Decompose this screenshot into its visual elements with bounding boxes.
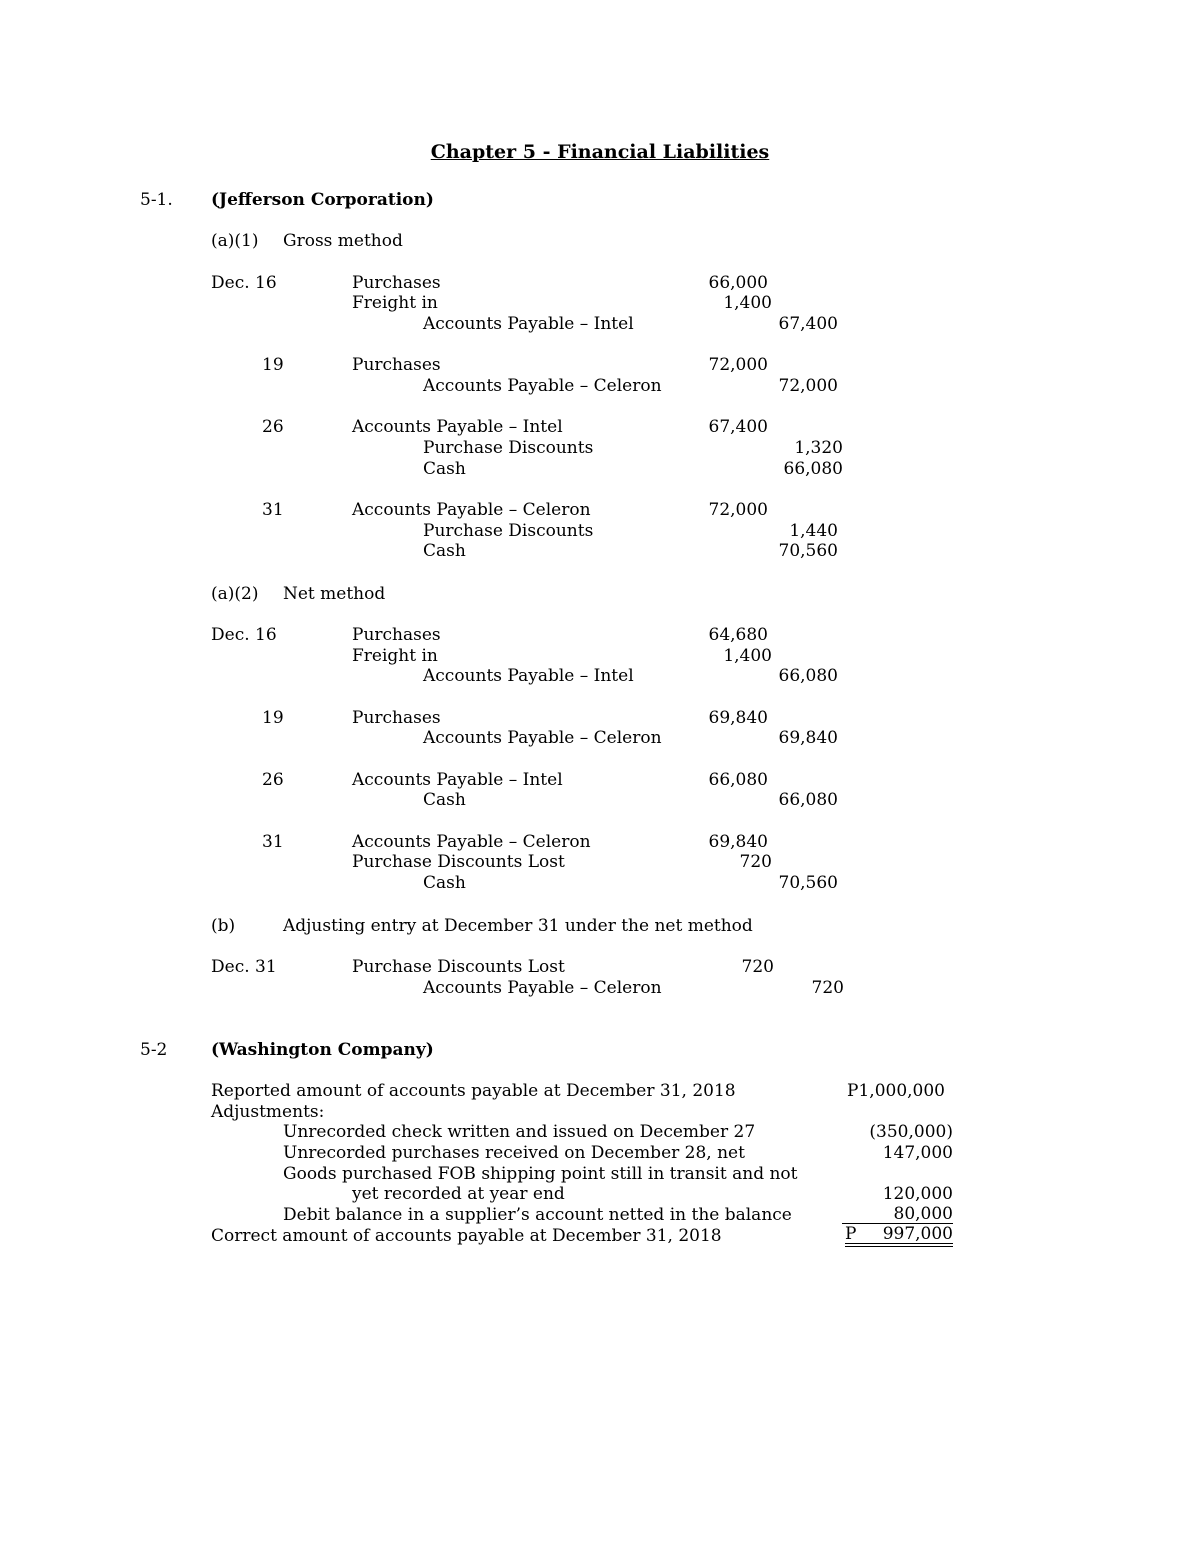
company-name: (Washington Company) [211,1040,434,1060]
entry-account: Freight in [352,646,438,666]
entry-account: Purchases [352,625,441,645]
entry-credit: 1,320 [794,438,843,458]
problem-number: 5-2 [140,1040,168,1060]
entry-account: Accounts Payable – Celeron [352,832,591,852]
entry-account: Purchases [352,708,441,728]
correct-label: Correct amount of accounts payable at December 31, 2018 [211,1226,722,1246]
entry-debit: 64,680 [708,625,768,645]
entry-account: Accounts Payable – Intel [352,770,563,790]
entry-account: Accounts Payable – Celeron [423,376,662,396]
entry-debit: 69,840 [708,708,768,728]
entry-account: Purchase Discounts [423,521,594,541]
entry-account: Purchase Discounts Lost [352,957,565,977]
entry-date: Dec. 31 [211,957,277,977]
entry-credit: 66,080 [783,459,843,479]
entry-debit: 72,000 [708,500,768,520]
part-label: (b) [211,916,236,936]
entry-date: Dec. 16 [211,273,277,293]
entry-date: 31 [262,500,284,520]
entry-account: Cash [423,873,466,893]
entry-date: 26 [262,770,284,790]
entry-credit: 67,400 [778,314,838,334]
problem-number: 5-1. [140,190,173,210]
adjustment-label: Unrecorded purchases received on December 28, net [283,1143,745,1163]
company-name: (Jefferson Corporation) [211,190,434,210]
entry-account: Purchases [352,355,441,375]
adjustment-label: Unrecorded check written and issued on December 27 [283,1122,756,1142]
entry-date: 19 [262,708,284,728]
entry-account: Freight in [352,293,438,313]
part-heading: Net method [283,584,386,604]
currency-symbol: P [845,1224,857,1244]
entry-date: 19 [262,355,284,375]
entry-debit: 66,080 [708,770,768,790]
entry-account: Accounts Payable – Intel [352,417,563,437]
entry-credit: 720 [811,978,844,998]
reported-value: P1,000,000 [847,1081,945,1101]
entry-date: Dec. 16 [211,625,277,645]
entry-credit: 70,560 [778,541,838,561]
part-label: (a)(1) [211,231,259,251]
entry-credit: 66,080 [778,666,838,686]
page-title: Chapter 5 - Financial Liabilities [430,141,770,163]
entry-account: Accounts Payable – Celeron [423,728,662,748]
entry-credit: 72,000 [778,376,838,396]
entry-debit: 720 [741,957,774,977]
entry-debit: 72,000 [708,355,768,375]
entry-credit: 66,080 [778,790,838,810]
entry-account: Purchase Discounts [423,438,594,458]
entry-credit: 69,840 [778,728,838,748]
entry-debit: 66,000 [708,273,768,293]
entry-date: 26 [262,417,284,437]
entry-account: Accounts Payable – Celeron [423,978,662,998]
part-label: (a)(2) [211,584,259,604]
entry-account: Cash [423,459,466,479]
entry-date: 31 [262,832,284,852]
adjustment-label-continued: yet recorded at year end [352,1184,565,1204]
correct-value: 997,000 [882,1224,953,1244]
adjustment-value: 120,000 [882,1184,953,1204]
adjustment-value: (350,000) [869,1122,953,1142]
correct-total [845,1226,953,1247]
part-heading: Gross method [283,231,403,251]
entry-account: Cash [423,790,466,810]
entry-account: Accounts Payable – Celeron [352,500,591,520]
entry-account: Accounts Payable – Intel [423,314,634,334]
entry-account: Cash [423,541,466,561]
adjustment-label: Goods purchased FOB shipping point still in transit and not [283,1164,798,1184]
entry-debit: 1,400 [723,646,772,666]
entry-debit: 1,400 [723,293,772,313]
entry-account: Purchase Discounts Lost [352,852,565,872]
adjustment-value: 147,000 [882,1143,953,1163]
entry-debit: 69,840 [708,832,768,852]
entry-account: Purchases [352,273,441,293]
adjustment-label: Debit balance in a supplier’s account netted in the balance [283,1205,792,1225]
entry-account: Accounts Payable – Intel [423,666,634,686]
adjustment-value: 80,000 [842,1205,953,1224]
reported-label: Reported amount of accounts payable at December 31, 2018 [211,1081,736,1101]
part-heading: Adjusting entry at December 31 under the net method [283,916,753,936]
entry-debit: 720 [739,852,772,872]
entry-debit: 67,400 [708,417,768,437]
entry-credit: 70,560 [778,873,838,893]
adjustments-label: Adjustments: [211,1102,325,1122]
entry-credit: 1,440 [789,521,838,541]
